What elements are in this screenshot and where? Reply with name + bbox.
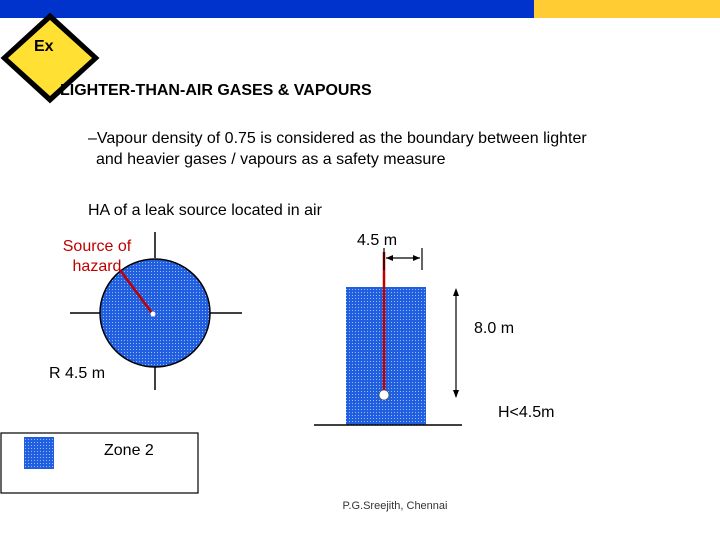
zone2-swatch	[24, 437, 54, 469]
bullet-line-1: –Vapour density of 0.75 is considered as the boundary between lighter	[88, 130, 587, 147]
radius-label: R 4.5 m	[49, 365, 106, 382]
height-label: 8.0 m	[474, 320, 515, 337]
footer-credit: P.G.Sreejith, Chennai	[342, 500, 448, 512]
slide-title: LIGHTER-THAN-AIR GASES & VAPOURS	[60, 82, 372, 99]
vent-zone-rectangle	[314, 252, 462, 425]
bullet-text	[88, 128, 587, 170]
width-dimension	[384, 248, 422, 270]
bullet-line-2: and heavier gases / vapours as a safety measure	[96, 151, 446, 168]
legend-box	[1, 433, 198, 493]
h-limit-label: H<4.5m	[498, 404, 555, 421]
diagram-subtitle: HA of a leak source located in air	[88, 202, 322, 219]
ex-logo-label: Ex	[34, 38, 54, 55]
source-of-hazard-label	[52, 237, 142, 277]
source-label-line-2: hazard	[72, 258, 122, 275]
zone2-legend-label: Zone 2	[104, 442, 154, 459]
width-label: 4.5 m	[357, 232, 398, 249]
source-label-line-1: Source of	[62, 238, 132, 255]
height-dimension	[453, 288, 459, 398]
